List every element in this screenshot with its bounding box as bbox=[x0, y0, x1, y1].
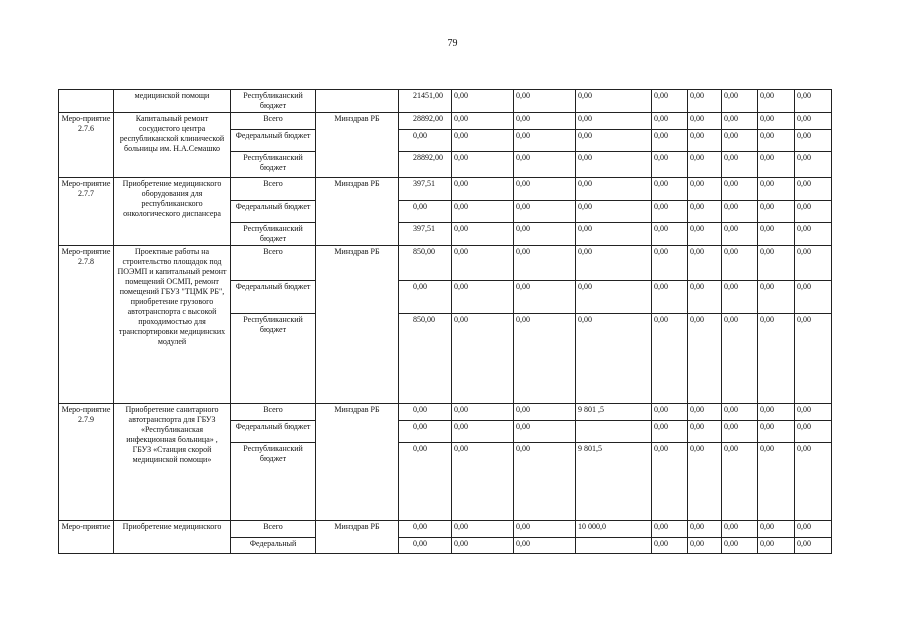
organization-cell: Минздрав РБ bbox=[316, 246, 399, 404]
value-cell: 0,00 bbox=[652, 281, 688, 314]
value-cell: 0,00 bbox=[688, 281, 722, 314]
value-cell: 0,00 bbox=[795, 130, 832, 152]
description-cell: Приобретение санитарного автотранспорта для ГБУЗ «Республиканская инфекционная больница» , ГБУЗ «Станция скорой медицинской помощи» bbox=[114, 404, 231, 521]
description-cell: медицинской помощи bbox=[114, 90, 231, 113]
value-cell: 0,00 bbox=[688, 443, 722, 521]
value-cell: 0,00 bbox=[652, 314, 688, 404]
value-cell: 0,00 bbox=[688, 178, 722, 201]
value-cell: 0,00 bbox=[514, 152, 576, 178]
value-cell: 0,00 bbox=[514, 201, 576, 223]
value-cell: 0,00 bbox=[452, 421, 514, 443]
value-cell: 0,00 bbox=[576, 152, 652, 178]
value-cell: 0,00 bbox=[688, 152, 722, 178]
value-cell: 0,00 bbox=[652, 521, 688, 538]
value-cell: 0,00 bbox=[452, 201, 514, 223]
value-cell: 0,00 bbox=[514, 538, 576, 554]
source-cell: Федеральный bbox=[231, 538, 316, 554]
table-row bbox=[59, 246, 832, 281]
value-cell: 0,00 bbox=[452, 113, 514, 130]
source-cell: Республиканский бюджет bbox=[231, 152, 316, 178]
value-cell: 0,00 bbox=[452, 246, 514, 281]
value-cell: 0,00 bbox=[514, 521, 576, 538]
value-cell: 0,00 bbox=[652, 201, 688, 223]
value-cell: 0,00 bbox=[795, 443, 832, 521]
value-cell: 0,00 bbox=[722, 90, 758, 113]
source-cell: Всего bbox=[231, 404, 316, 421]
source-cell: Федеральный бюджет bbox=[231, 421, 316, 443]
organization-cell: Минздрав РБ bbox=[316, 178, 399, 246]
value-cell: 0,00 bbox=[722, 404, 758, 421]
value-cell: 0,00 bbox=[795, 404, 832, 421]
measure-cell: Меро-приятие 2.7.9 bbox=[59, 404, 114, 521]
value-cell: 0,00 bbox=[795, 178, 832, 201]
value-cell: 9 801 ,5 bbox=[576, 404, 652, 421]
value-cell: 0,00 bbox=[722, 223, 758, 246]
table-row bbox=[59, 521, 832, 538]
source-cell: Республиканский бюджет bbox=[231, 443, 316, 521]
value-cell: 0,00 bbox=[399, 404, 452, 421]
value-cell: 850,00 bbox=[399, 246, 452, 281]
value-cell: 0,00 bbox=[452, 443, 514, 521]
value-cell: 0,00 bbox=[758, 281, 795, 314]
value-cell: 0,00 bbox=[722, 281, 758, 314]
organization-cell: Минздрав РБ bbox=[316, 521, 399, 554]
value-cell: 0,00 bbox=[452, 521, 514, 538]
measure-cell: Меро-приятие 2.7.6 bbox=[59, 113, 114, 178]
value-cell: 0,00 bbox=[722, 201, 758, 223]
value-cell: 0,00 bbox=[576, 223, 652, 246]
value-cell: 0,00 bbox=[514, 314, 576, 404]
value-cell: 0,00 bbox=[758, 421, 795, 443]
value-cell: 0,00 bbox=[795, 521, 832, 538]
description-cell: Приобретение медицинского оборудования для республиканского онкологического диспансера bbox=[114, 178, 231, 246]
value-cell: 0,00 bbox=[688, 421, 722, 443]
value-cell: 0,00 bbox=[795, 421, 832, 443]
value-cell: 0,00 bbox=[722, 314, 758, 404]
value-cell: 0,00 bbox=[399, 443, 452, 521]
value-cell: 0,00 bbox=[722, 538, 758, 554]
value-cell: 397,51 bbox=[399, 178, 452, 201]
value-cell: 28892,00 bbox=[399, 113, 452, 130]
source-cell: Федеральный бюджет bbox=[231, 130, 316, 152]
value-cell: 0,00 bbox=[758, 246, 795, 281]
value-cell: 0,00 bbox=[722, 113, 758, 130]
value-cell: 0,00 bbox=[652, 246, 688, 281]
value-cell: 0,00 bbox=[758, 201, 795, 223]
value-cell: 0,00 bbox=[722, 521, 758, 538]
value-cell: 0,00 bbox=[722, 443, 758, 521]
value-cell: 0,00 bbox=[758, 521, 795, 538]
value-cell: 850,00 bbox=[399, 314, 452, 404]
value-cell: 0,00 bbox=[514, 90, 576, 113]
value-cell: 0,00 bbox=[758, 223, 795, 246]
value-cell: 0,00 bbox=[576, 201, 652, 223]
description-cell: Капитальный ремонт сосудистого центра республиканской клинической больницы им. Н.А.Семашко bbox=[114, 113, 231, 178]
value-cell: 0,00 bbox=[758, 443, 795, 521]
table-row bbox=[59, 90, 832, 113]
value-cell: 0,00 bbox=[795, 538, 832, 554]
value-cell: 0,00 bbox=[758, 90, 795, 113]
value-cell: 0,00 bbox=[514, 113, 576, 130]
source-cell: Всего bbox=[231, 521, 316, 538]
value-cell bbox=[576, 538, 652, 554]
value-cell: 0,00 bbox=[514, 404, 576, 421]
organization-cell bbox=[316, 90, 399, 113]
value-cell: 0,00 bbox=[399, 281, 452, 314]
value-cell: 0,00 bbox=[688, 521, 722, 538]
value-cell: 0,00 bbox=[514, 421, 576, 443]
value-cell: 0,00 bbox=[722, 178, 758, 201]
value-cell: 0,00 bbox=[758, 538, 795, 554]
value-cell: 0,00 bbox=[758, 404, 795, 421]
value-cell: 0,00 bbox=[576, 90, 652, 113]
value-cell: 0,00 bbox=[576, 130, 652, 152]
value-cell: 0,00 bbox=[652, 90, 688, 113]
description-cell: Проектные работы на строительство площадок под ПОЭМП и капитальный ремонт помещений ОСМП, ремонт помещений ГБУЗ "ТЦМК РБ", приобретение грузового автотранспорта с высокой проходимостью для транспортировки медицинских модулей bbox=[114, 246, 231, 404]
value-cell: 0,00 bbox=[652, 223, 688, 246]
table-row bbox=[59, 178, 832, 201]
organization-cell: Минздрав РБ bbox=[316, 404, 399, 521]
value-cell: 0,00 bbox=[514, 223, 576, 246]
source-cell: Федеральный бюджет bbox=[231, 201, 316, 223]
measure-cell: Меро-приятие 2.7.8 bbox=[59, 246, 114, 404]
organization-cell: Минздрав РБ bbox=[316, 113, 399, 178]
value-cell: 0,00 bbox=[652, 178, 688, 201]
value-cell: 9 801,5 bbox=[576, 443, 652, 521]
value-cell: 0,00 bbox=[652, 130, 688, 152]
value-cell: 0,00 bbox=[452, 404, 514, 421]
source-cell: Федеральный бюджет bbox=[231, 281, 316, 314]
value-cell: 0,00 bbox=[758, 130, 795, 152]
value-cell: 0,00 bbox=[688, 538, 722, 554]
value-cell: 0,00 bbox=[652, 443, 688, 521]
value-cell: 0,00 bbox=[652, 421, 688, 443]
value-cell: 0,00 bbox=[399, 538, 452, 554]
source-cell: Всего bbox=[231, 246, 316, 281]
value-cell: 0,00 bbox=[514, 130, 576, 152]
table-row bbox=[59, 113, 832, 130]
value-cell: 0,00 bbox=[795, 281, 832, 314]
value-cell: 0,00 bbox=[514, 443, 576, 521]
source-cell: Республиканский бюджет bbox=[231, 314, 316, 404]
value-cell: 0,00 bbox=[399, 130, 452, 152]
value-cell: 0,00 bbox=[688, 223, 722, 246]
source-cell: Всего bbox=[231, 113, 316, 130]
value-cell: 0,00 bbox=[722, 152, 758, 178]
value-cell: 0,00 bbox=[688, 130, 722, 152]
value-cell: 0,00 bbox=[795, 113, 832, 130]
page-number: 79 bbox=[447, 38, 458, 49]
source-cell: Республиканский бюджет bbox=[231, 90, 316, 113]
value-cell: 0,00 bbox=[722, 246, 758, 281]
value-cell: 0,00 bbox=[688, 201, 722, 223]
value-cell: 0,00 bbox=[576, 314, 652, 404]
value-cell: 0,00 bbox=[652, 404, 688, 421]
value-cell: 0,00 bbox=[652, 113, 688, 130]
table-row bbox=[59, 404, 832, 421]
value-cell: 0,00 bbox=[452, 178, 514, 201]
value-cell: 0,00 bbox=[514, 246, 576, 281]
value-cell: 0,00 bbox=[688, 404, 722, 421]
value-cell: 0,00 bbox=[688, 314, 722, 404]
value-cell: 0,00 bbox=[722, 421, 758, 443]
value-cell: 0,00 bbox=[795, 314, 832, 404]
value-cell: 0,00 bbox=[452, 314, 514, 404]
value-cell: 0,00 bbox=[452, 152, 514, 178]
value-cell: 0,00 bbox=[576, 113, 652, 130]
value-cell: 0,00 bbox=[452, 90, 514, 113]
measure-cell bbox=[59, 90, 114, 113]
description-cell: Приобретение медицинского bbox=[114, 521, 231, 554]
value-cell: 0,00 bbox=[758, 314, 795, 404]
value-cell: 0,00 bbox=[452, 538, 514, 554]
value-cell: 397,51 bbox=[399, 223, 452, 246]
source-cell: Всего bbox=[231, 178, 316, 201]
value-cell: 0,00 bbox=[652, 152, 688, 178]
value-cell bbox=[576, 421, 652, 443]
value-cell: 0,00 bbox=[795, 152, 832, 178]
value-cell: 0,00 bbox=[452, 130, 514, 152]
value-cell: 21451,00 bbox=[399, 90, 452, 113]
value-cell: 0,00 bbox=[514, 178, 576, 201]
value-cell: 28892,00 bbox=[399, 152, 452, 178]
value-cell: 0,00 bbox=[795, 223, 832, 246]
value-cell: 0,00 bbox=[652, 538, 688, 554]
value-cell: 0,00 bbox=[576, 178, 652, 201]
value-cell: 0,00 bbox=[795, 246, 832, 281]
value-cell: 0,00 bbox=[688, 246, 722, 281]
value-cell: 0,00 bbox=[399, 201, 452, 223]
value-cell: 0,00 bbox=[722, 130, 758, 152]
value-cell: 0,00 bbox=[795, 201, 832, 223]
value-cell: 0,00 bbox=[758, 113, 795, 130]
value-cell: 0,00 bbox=[795, 90, 832, 113]
budget-table bbox=[58, 89, 832, 554]
value-cell: 0,00 bbox=[688, 113, 722, 130]
measure-cell: Меро-приятие 2.7.7 bbox=[59, 178, 114, 246]
value-cell: 0,00 bbox=[514, 281, 576, 314]
value-cell: 0,00 bbox=[758, 152, 795, 178]
value-cell: 0,00 bbox=[758, 178, 795, 201]
value-cell: 0,00 bbox=[452, 223, 514, 246]
source-cell: Республиканский бюджет bbox=[231, 223, 316, 246]
value-cell: 0,00 bbox=[576, 246, 652, 281]
measure-cell: Меро-приятие bbox=[59, 521, 114, 554]
value-cell: 0,00 bbox=[399, 521, 452, 538]
value-cell: 0,00 bbox=[452, 281, 514, 314]
value-cell: 0,00 bbox=[688, 90, 722, 113]
value-cell: 0,00 bbox=[576, 281, 652, 314]
value-cell: 0,00 bbox=[399, 421, 452, 443]
value-cell: 10 000,0 bbox=[576, 521, 652, 538]
